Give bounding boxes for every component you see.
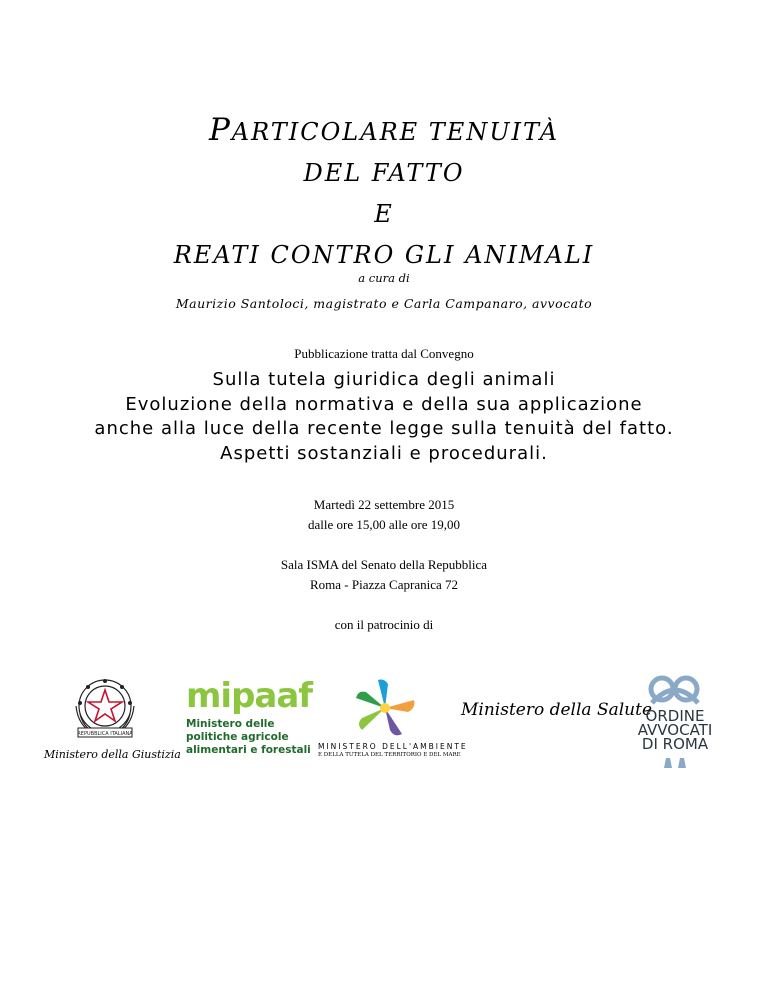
event-time: dalle ore 15,00 alle ore 19,00 (308, 517, 460, 532)
publication-title (0, 110, 768, 276)
emblem-ribbon-text: REPUBBLICA ITALIANA (77, 731, 133, 737)
salute-logo: Ministero della Salute (461, 700, 653, 720)
star-flower-icon (318, 676, 453, 740)
ordine-line-1: ORDINE (645, 707, 705, 725)
patrocinio-label: con il patrocinio di (334, 617, 434, 632)
mipaaf-desc-line-2: politiche agricole (186, 731, 289, 743)
ambiente-logo (318, 676, 468, 766)
convegno-line-4: Aspetti sostanziali e procedurali. (220, 442, 548, 464)
curator-intro: a cura di (358, 271, 410, 285)
mipaaf-description (186, 718, 311, 757)
ambiente-label-1: MINISTERO DELL'AMBIENTE (318, 742, 468, 751)
title-line-2: DEL FATTO (303, 159, 465, 187)
curators: Maurizio Santoloci, magistrato e Carla Campanaro, avvocato (175, 296, 593, 311)
ordine-pillars-icon (620, 758, 730, 768)
event-day: Martedì 22 settembre 2015 (313, 497, 455, 512)
mipaaf-wordmark: mipaaf (186, 676, 313, 716)
publication-intro: Pubblicazione tratta dal Convegno (294, 346, 474, 361)
mipaaf-desc-line-1: Ministero delle (186, 718, 275, 730)
title-line-1: PARTICOLARE TENUITÀ (208, 112, 560, 148)
title-line-4: REATI CONTRO GLI ANIMALI (173, 241, 595, 269)
event-place (0, 555, 768, 595)
italian-emblem-icon (44, 676, 166, 748)
event-date (0, 495, 768, 535)
ordine-line-3: DI ROMA (641, 735, 709, 753)
justice-label: Ministero della Giustizia (44, 748, 181, 761)
convegno-title (0, 368, 768, 466)
event-address: Roma - Piazza Capranica 72 (310, 577, 458, 592)
ordine-avvocati-logo (620, 673, 730, 768)
ordine-text (620, 709, 730, 751)
convegno-line-1: Sulla tutela giuridica degli animali (212, 369, 556, 390)
ordine-line-2: AVVOCATI (637, 721, 713, 739)
justice-logo (44, 676, 181, 766)
convegno-line-3: anche alla luce della recente legge sulla tenuità del fatto. (94, 418, 674, 439)
mipaaf-desc-line-3: alimentari e forestali (186, 744, 311, 756)
title-line-3: E (374, 200, 394, 228)
event-venue: Sala ISMA del Senato della Repubblica (280, 557, 488, 572)
ordine-knot-icon (620, 673, 730, 709)
convegno-line-2: Evoluzione della normativa e della sua applicazione (125, 393, 643, 415)
mipaaf-logo (184, 676, 313, 766)
ambiente-label-2: E DELLA TUTELA DEL TERRITORIO E DEL MARE (318, 752, 461, 758)
